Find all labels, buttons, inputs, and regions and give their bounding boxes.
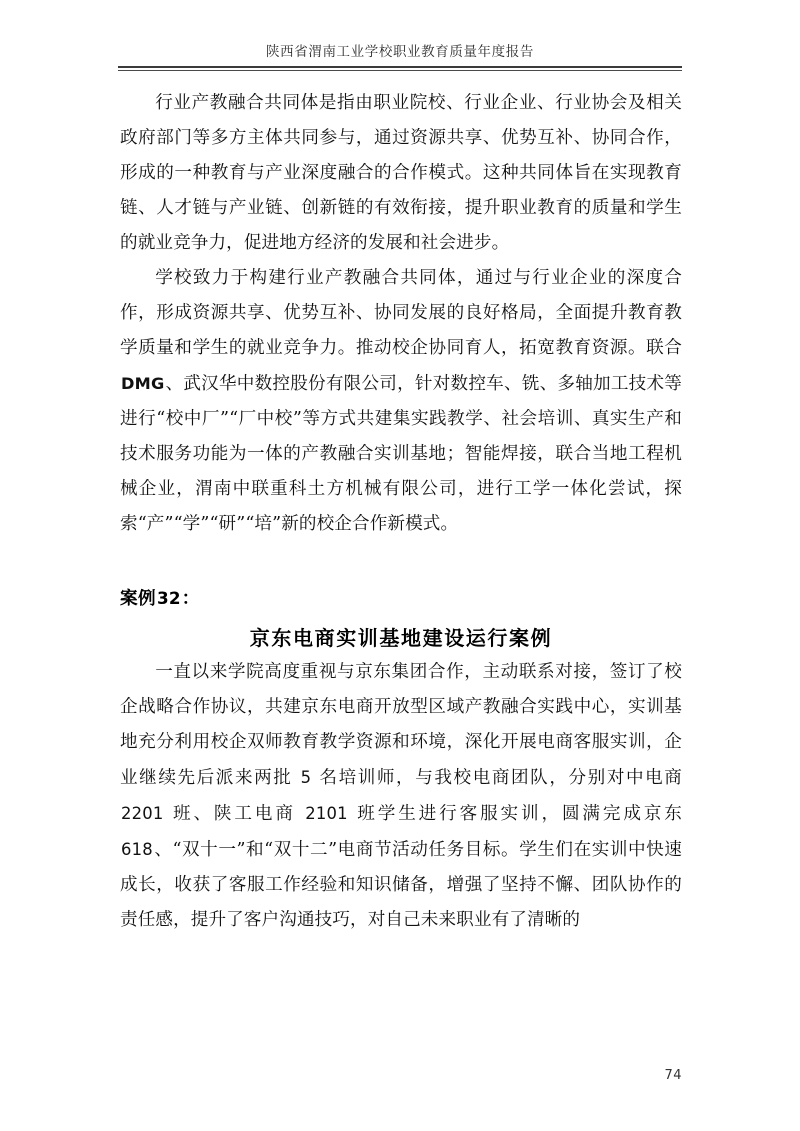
header-title: 陕西省渭南工业学校职业教育质量年度报告 <box>266 44 534 60</box>
festival-code-618: 618 <box>121 840 153 859</box>
paragraph-school-practice <box>120 261 682 542</box>
class-code-2201: 2201 <box>121 804 164 823</box>
company-name-dmg: DMG <box>121 374 165 393</box>
header-rule-thin-line <box>118 70 682 71</box>
paragraph-text-segment: 、武汉华中数控股份有限公司，针对数控车、铣、多轴加工技术等进行“校中厂”“厂中校”等方式共建集实践教学、社会培训、真实生产和技术服务功能为一体的产教融合实训基地；智能焊接，联合当地工程机械企业，渭南中联重科土方机械有限公司，进行工学一体化尝试，探索“产”“学”“研”“培”新的校企合作新模式。 <box>120 374 682 534</box>
paragraph-text-segment: 班、陕工电商 <box>164 804 305 824</box>
case-label-colon: ： <box>181 588 200 609</box>
page-header <box>118 44 682 60</box>
case-heading-block <box>120 582 682 655</box>
paragraph-text-segment: 班学生进行客服实训，圆满完成京东 <box>348 804 682 824</box>
header-divider-rule <box>118 66 682 71</box>
paragraph-consortium-definition: 行业产教融合共同体是指由职业院校、行业企业、行业协会及相关政府部门等多方主体共同参与，通过资源共享、优势互补、协同合作，形成的一种教育与产业深度融合的合作模式。这种共同体旨在实现教育链、人才链与产业链、创新链的有效衔接，提升职业教育的质量和学生的就业竞争力，促进地方经济的发展和社会进步。 <box>120 93 682 253</box>
header-rule-thick-line <box>118 66 682 68</box>
case-title: 京东电商实训基地建设运行案例 <box>249 626 553 650</box>
paragraph-text-segment: 名培训师，与我校电商团队，分别对中电商 <box>312 768 682 788</box>
paragraph-text-segment: 一直以来学院高度重视与京东集团合作，主动联系对接，签订了校企战略合作协议，共建京东电商开放型区域产教融合实践中心，实训基地充分利用校企双师教育教学资源和环境，深化开展电商客服实训，企业继续先后派来两批 <box>120 662 682 788</box>
paragraph-text-segment: 学校致力于构建行业产教融合共同体，通过与行业企业的深度合作，形成资源共享、优势互补、协同发展的良好格局，全面提升教育教学质量和学生的就业竞争力。推动校企协同育人，拓宽教育资源。联合 <box>120 268 682 358</box>
paragraph-case-body <box>120 655 682 938</box>
page-number: 74 <box>664 1068 682 1083</box>
class-code-2101: 2101 <box>305 804 348 823</box>
paragraph-text-segment: 、“双十一”和“双十二”电商节活动任务目标。学生们在实训中快速成长，收获了客服工作经验和知识储备，增强了坚持不懈、团队协作的责任感，提升了客户沟通技巧，对自己未来职业有了清晰的 <box>120 840 682 930</box>
case-label <box>120 582 682 615</box>
case-label-number: 32 <box>157 588 181 608</box>
case-label-prefix: 案例 <box>120 588 156 609</box>
page-content <box>120 86 682 938</box>
trainer-count-value: 5 <box>300 768 312 787</box>
